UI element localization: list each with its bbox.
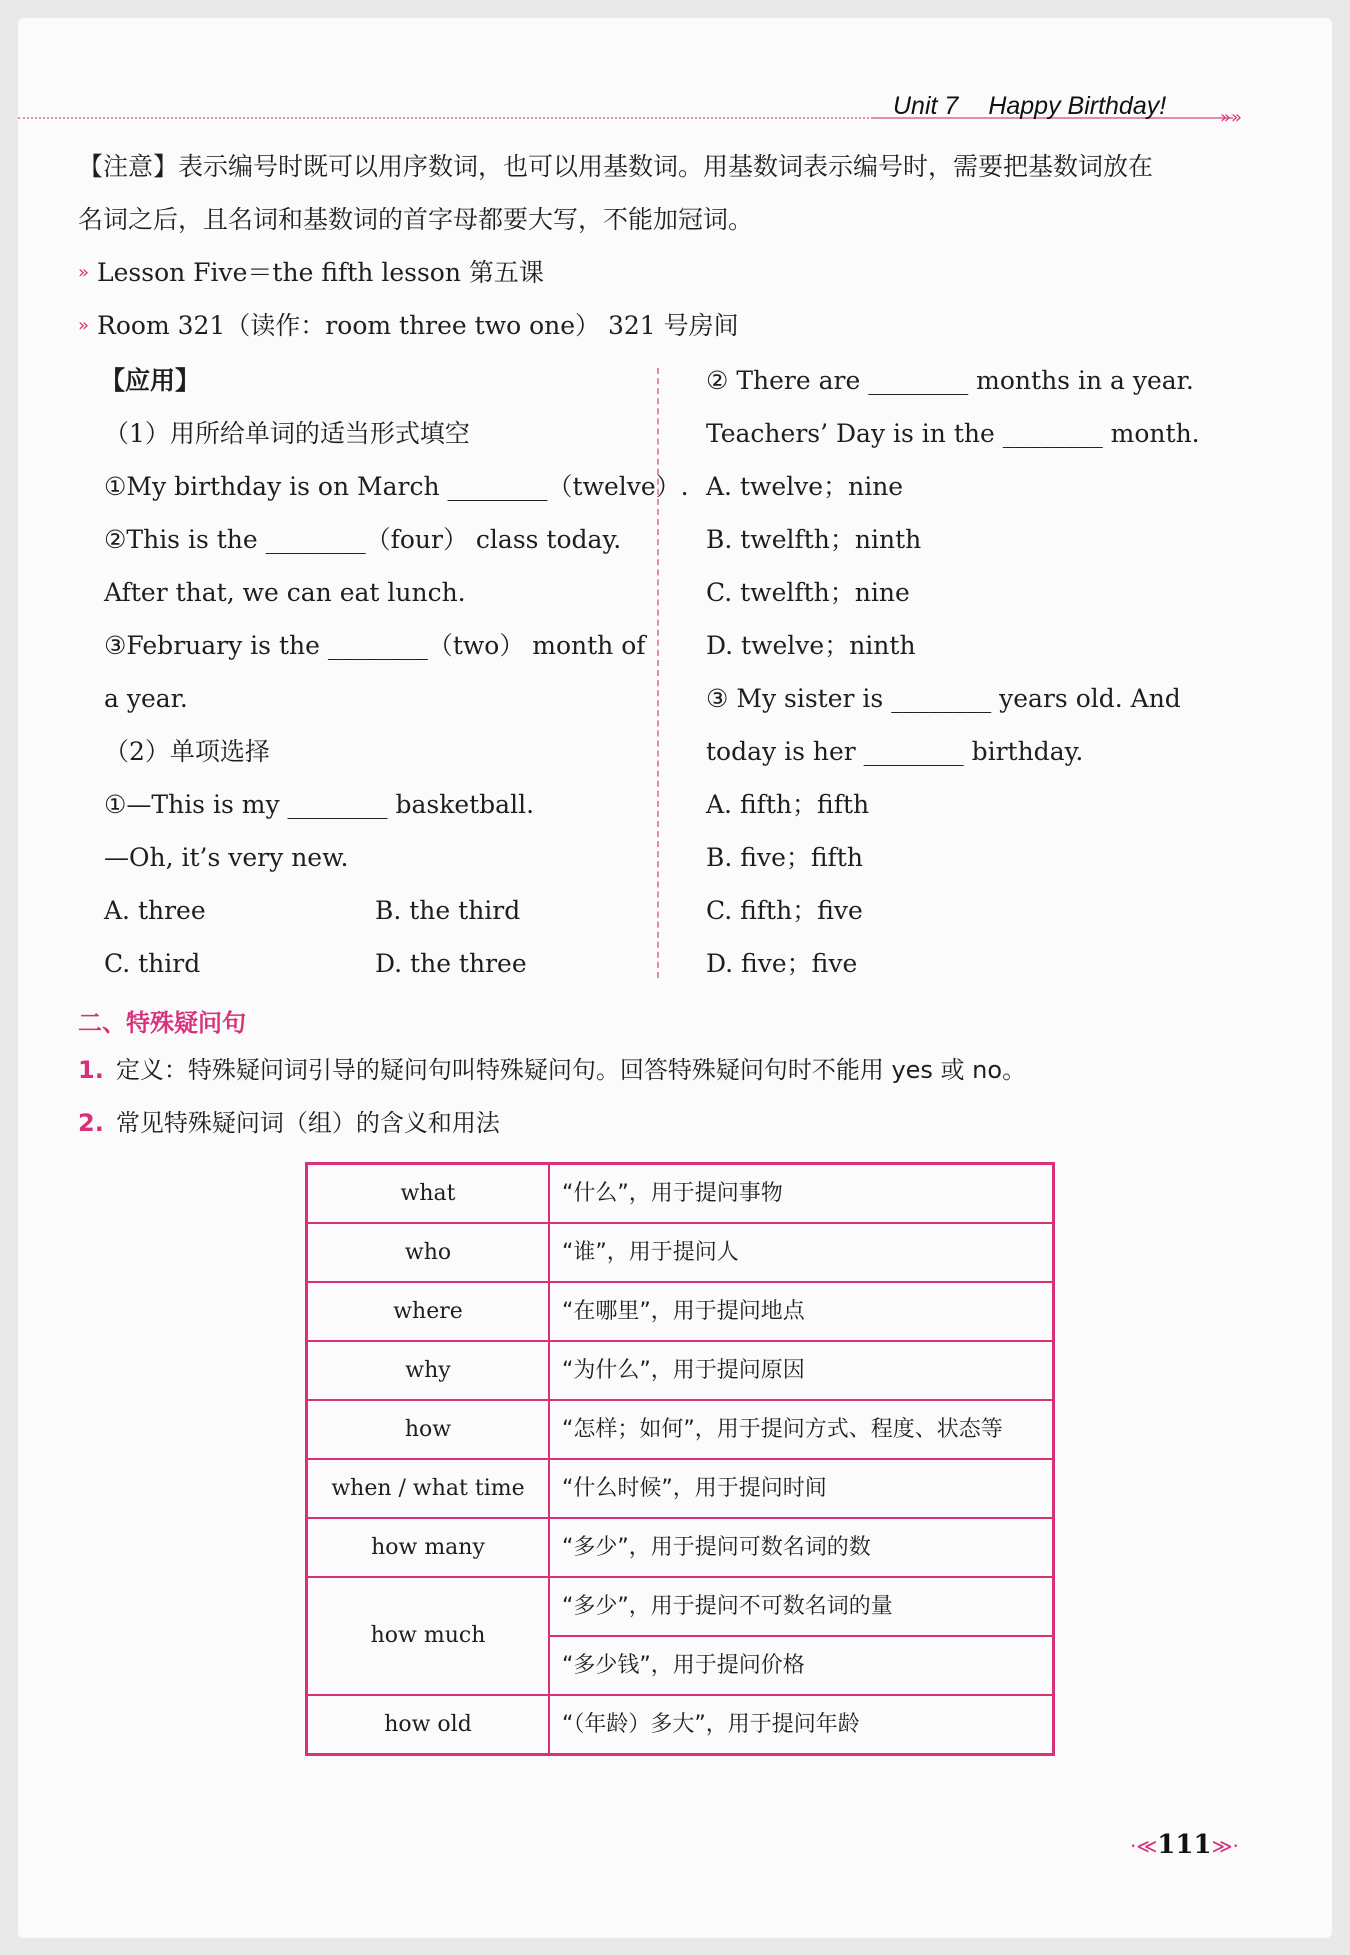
table-row — [307, 1341, 1054, 1400]
question-2a: ②This is the ________（four） class today. — [104, 525, 622, 554]
word-cell: when / what time — [307, 1459, 550, 1518]
meaning-cell: “多少钱”，用于提问价格 — [549, 1636, 1054, 1695]
mc3-option-c: C. fifth；five — [706, 896, 863, 925]
mc2-option-b: B. twelfth；ninth — [706, 525, 922, 554]
meaning-cell: “怎样；如何”，用于提问方式、程度、状态等 — [549, 1400, 1054, 1459]
meaning-cell: “什么”，用于提问事物 — [549, 1164, 1054, 1224]
item-number: 1. — [78, 1056, 104, 1084]
mc1-option-c: C. third — [104, 949, 201, 978]
example-text: Lesson Five＝the fifth lesson 第五课 — [97, 258, 544, 287]
mc3-stem-a: ③ My sister is ________ years old. And — [706, 684, 1181, 713]
meaning-cell: “为什么”，用于提问原因 — [549, 1341, 1054, 1400]
word-cell: how — [307, 1400, 550, 1459]
note-example-1 — [78, 258, 544, 291]
running-header — [893, 92, 1166, 121]
usage-heading — [78, 1108, 500, 1138]
section-title: 二、特殊疑问句 — [78, 1009, 246, 1037]
bullet-icon: » — [78, 315, 90, 336]
example-text: Room 321（读作：room three two one） 321 号房间 — [97, 311, 739, 340]
definition-text: 定义：特殊疑问词引导的疑问句叫特殊疑问句。回答特殊疑问句时不能用 yes 或 no。 — [115, 1056, 1027, 1084]
mc1-stem-a: ①—This is my ________ basketball. — [104, 790, 535, 819]
table-row — [307, 1577, 1054, 1636]
word-cell: how much — [307, 1577, 550, 1695]
meaning-cell: “多少”，用于提问可数名词的数 — [549, 1518, 1054, 1577]
table-row — [307, 1164, 1054, 1224]
column-divider — [657, 368, 659, 978]
page-deco-left: ·≪ — [1130, 1834, 1158, 1858]
word-cell: what — [307, 1164, 550, 1224]
word-cell: how old — [307, 1695, 550, 1755]
mc2-stem-b: Teachers’ Day is in the ________ month. — [706, 419, 1200, 448]
meaning-cell: “谁”，用于提问人 — [549, 1223, 1054, 1282]
mc2-option-c: C. twelfth；nine — [706, 578, 910, 607]
part1-title: （1）用所给单词的适当形式填空 — [104, 419, 470, 448]
word-cell: who — [307, 1223, 550, 1282]
mc3-option-a: A. fifth；fifth — [706, 790, 870, 819]
table-row — [307, 1400, 1054, 1459]
mc3-option-d: D. five；five — [706, 949, 858, 978]
table-row — [307, 1459, 1054, 1518]
meaning-cell: “什么时候”，用于提问时间 — [549, 1459, 1054, 1518]
meaning-cell: “多少”，用于提问不可数名词的量 — [549, 1577, 1054, 1636]
question-2b: After that, we can eat lunch. — [104, 578, 466, 607]
word-cell: where — [307, 1282, 550, 1341]
question-3a: ③February is the ________（two） month of — [104, 631, 646, 660]
question-3b: a year. — [104, 684, 188, 713]
word-cell: why — [307, 1341, 550, 1400]
mc2-stem-a: ② There are ________ months in a year. — [706, 366, 1194, 395]
unit-title: Happy Birthday! — [988, 92, 1167, 120]
mc3-option-b: B. five；fifth — [706, 843, 863, 872]
apply-title: 【应用】 — [100, 366, 201, 395]
question-words-table — [305, 1162, 1055, 1756]
page-deco-right: ≫· — [1211, 1834, 1239, 1858]
mc2-option-a: A. twelve；nine — [706, 472, 904, 501]
note-example-2 — [78, 311, 739, 344]
part2-title: （2）单项选择 — [104, 737, 270, 766]
mc1-stem-b: —Oh, it’s very new. — [104, 843, 349, 872]
usage-text: 常见特殊疑问词（组）的含义和用法 — [115, 1109, 500, 1137]
table-row — [307, 1518, 1054, 1577]
mc2-option-d: D. twelve；ninth — [706, 631, 916, 660]
note-line-2: 名词之后，且名词和基数词的首字母都要大写，不能加冠词。 — [78, 205, 754, 234]
table-row — [307, 1695, 1054, 1755]
item-number: 2. — [78, 1109, 104, 1137]
header-dotted-rule — [18, 117, 873, 119]
note-line-1: 【注意】表示编号时既可以用序数词，也可以用基数词。用基数词表示编号时，需要把基数词放在 — [78, 152, 1154, 181]
mc3-stem-b: today is her ________ birthday. — [706, 737, 1084, 766]
page-number — [1130, 1830, 1239, 1860]
mc1-option-d: D. the three — [375, 949, 527, 978]
question-1: ①My birthday is on March ________（twelve）. — [104, 472, 689, 501]
meaning-cell: “在哪里”，用于提问地点 — [549, 1282, 1054, 1341]
table-row — [307, 1282, 1054, 1341]
mc1-option-a: A. three — [104, 896, 206, 925]
word-cell: how many — [307, 1518, 550, 1577]
definition-paragraph — [78, 1055, 1026, 1085]
header-arrow-icon: »» — [1220, 107, 1243, 128]
unit-label: Unit 7 — [893, 92, 959, 120]
meaning-cell: “（年龄）多大”，用于提问年龄 — [549, 1695, 1054, 1755]
mc1-option-b: B. the third — [375, 896, 521, 925]
page-number-value: 111 — [1157, 1830, 1212, 1860]
bullet-icon: » — [78, 262, 90, 283]
table-row — [307, 1223, 1054, 1282]
